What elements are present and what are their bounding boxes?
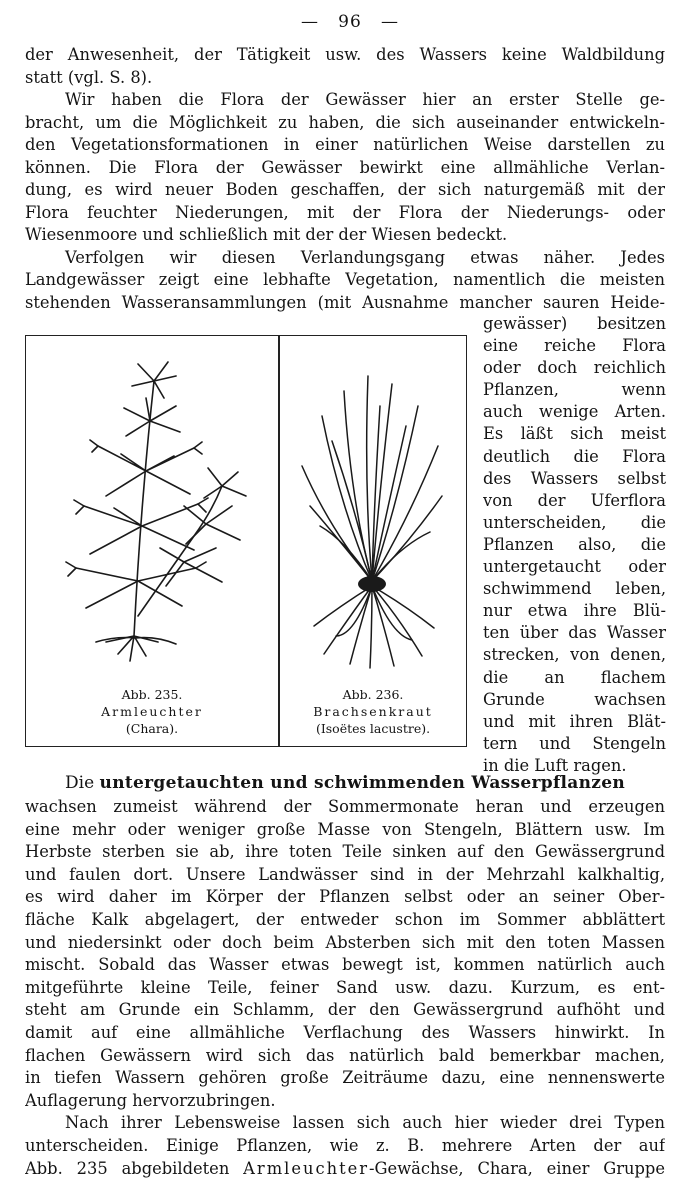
text-line: Nach ihrer Lebensweise lassen sich auch hier wieder drei Typen xyxy=(65,1113,665,1133)
text-line: eine reiche Flora xyxy=(483,336,666,356)
text-line: steht am Grunde ein Schlamm, der den Gewässergrund aufhöht und xyxy=(25,1000,665,1020)
text-line: Verfolgen wir diesen Verlandungsgang etwas näher. Jedes xyxy=(65,247,665,267)
text-line: auch wenige Arten. xyxy=(483,402,666,422)
text-line-last xyxy=(25,1158,665,1181)
caption-name: Brachsenkraut xyxy=(313,704,433,719)
text-line: untergetaucht oder xyxy=(483,557,666,577)
text-line: in tiefen Wassern gehören große Zeiträume dazu, eine nennenswerte xyxy=(25,1068,665,1088)
figure-panel-chara xyxy=(26,336,278,746)
text-line: nur etwa ihre Blü- xyxy=(483,601,666,621)
caption-number: Abb. 235. xyxy=(121,687,183,702)
text-line: Auflagerung hervorzubringen. xyxy=(25,1090,276,1110)
text-line: und mit ihren Blät- xyxy=(483,711,666,731)
text-line: stehenden Wasseransammlungen (mit Ausnahme mancher sauren Heide- xyxy=(25,292,665,312)
text-line: tern und Stengeln xyxy=(483,733,666,753)
caption-number: Abb. 236. xyxy=(342,687,404,702)
text-line: oder doch reichlich xyxy=(483,358,666,378)
text-line: Landgewässer zeigt eine lebhafte Vegetation, namentlich die meisten xyxy=(25,270,665,289)
text-line: des Wassers selbst xyxy=(483,468,666,488)
text-line: Herbste sterben sie ab, ihre toten Teile sinken auf den Gewässergrund xyxy=(25,842,665,862)
last-line-suffix: -Gewächse, Chara, einer Gruppe xyxy=(369,1158,665,1178)
text-line: Grunde wachsen xyxy=(483,689,666,709)
caption-chara xyxy=(26,686,278,737)
text-line: schwimmend leben, xyxy=(483,579,666,599)
chara-illustration xyxy=(26,336,278,676)
last-line-spaced: Armleuchter xyxy=(243,1158,370,1178)
isoetes-illustration xyxy=(280,336,466,676)
text-line: können. Die Flora der Gewässer bewirkt eine allmähliche Verlan- xyxy=(25,157,665,177)
header-dash-left: — xyxy=(300,12,319,32)
bottom-paragraphs xyxy=(25,796,665,1180)
text-line: gewässer) besitzen xyxy=(483,314,666,333)
heading-prefix: Die xyxy=(65,773,95,793)
caption-name: Armleuchter xyxy=(101,704,203,719)
text-line: in die Luft ragen. xyxy=(483,755,627,775)
text-line: Wir haben die Flora der Gewässer hier an erster Stelle ge- xyxy=(65,90,665,109)
text-line: mischt. Sobald das Wasser etwas bewegt ist, kommen natürlich auch xyxy=(25,955,665,975)
figure-box xyxy=(25,335,467,747)
text-line: unterscheiden. Einige Pflanzen, wie z. B. mehrere Arten der auf xyxy=(25,1135,665,1155)
page-number: 96 xyxy=(338,12,362,32)
text-line: mitgeführte kleine Teile, feiner Sand usw. dazu. Kurzum, es ent- xyxy=(25,977,665,997)
text-line: von der Uferflora xyxy=(483,490,666,510)
text-line: Es läßt sich meist xyxy=(483,424,666,444)
text-line: statt (vgl. S. 8). xyxy=(25,67,153,87)
text-line: strecken, von denen, xyxy=(483,645,666,665)
text-line: Pflanzen also, die xyxy=(483,534,666,554)
text-line: und niedersinkt oder doch beim Absterben sich mit den toten Massen xyxy=(25,932,665,952)
text-line: eine mehr oder weniger große Masse von Stengeln, Blättern usw. Im xyxy=(25,819,665,839)
section-heading-line xyxy=(25,772,665,795)
text-line: flachen Gewässern wird sich das natürlich bald bemerkbar machen, xyxy=(25,1045,665,1065)
text-line: die an flachem xyxy=(483,667,666,687)
text-line: Pflanzen, wenn xyxy=(483,380,666,400)
bold-heading: untergetauchten und schwimmenden Wasserpflanzen xyxy=(99,773,626,793)
text-line: bracht, um die Möglichkeit zu haben, die sich auseinander entwickeln- xyxy=(25,112,665,132)
last-line-prefix: Abb. 235 abgebildeten xyxy=(25,1158,230,1178)
text-line: den Vegetationsformationen in einer natürlichen Weise darstellen zu xyxy=(25,135,665,154)
text-line: damit auf eine allmähliche Verflachung des Wassers hinwirkt. In xyxy=(25,1022,665,1042)
caption-latin: (Chara). xyxy=(125,721,179,736)
page-header xyxy=(0,12,700,32)
side-column-text xyxy=(483,313,666,777)
text-line: es wird daher im Körper der Pflanzen selbst oder an seiner Ober- xyxy=(25,887,665,907)
figure-panel-isoetes xyxy=(280,336,466,746)
text-line: der Anwesenheit, der Tätigkeit usw. des Wassers keine Waldbildung xyxy=(25,45,665,64)
text-line: dung, es wird neuer Boden geschaffen, der sich naturgemäß mit der xyxy=(25,180,665,199)
text-line: unterscheiden, die xyxy=(483,512,666,532)
text-line: Flora feuchter Niederungen, mit der Flora der Niederungs- oder xyxy=(25,202,665,222)
text-line: Wiesenmoore und schließlich mit der der Wiesen bedeckt. xyxy=(25,225,508,244)
caption-latin: (Isoëtes lacustre). xyxy=(315,721,431,736)
header-dash-right: — xyxy=(381,12,400,32)
text-line: wachsen zumeist während der Sommermonate heran und erzeugen xyxy=(25,797,665,816)
text-line: fläche Kalk abgelagert, der entweder schon im Sommer abblättert xyxy=(25,909,665,929)
text-line: und faulen dort. Unsere Landwässer sind in der Mehrzahl kalkhaltig, xyxy=(25,864,665,884)
caption-isoetes xyxy=(280,686,466,737)
top-paragraphs xyxy=(25,44,665,314)
text-line: deutlich die Flora xyxy=(483,446,666,466)
text-line: ten über das Wasser xyxy=(483,623,666,643)
